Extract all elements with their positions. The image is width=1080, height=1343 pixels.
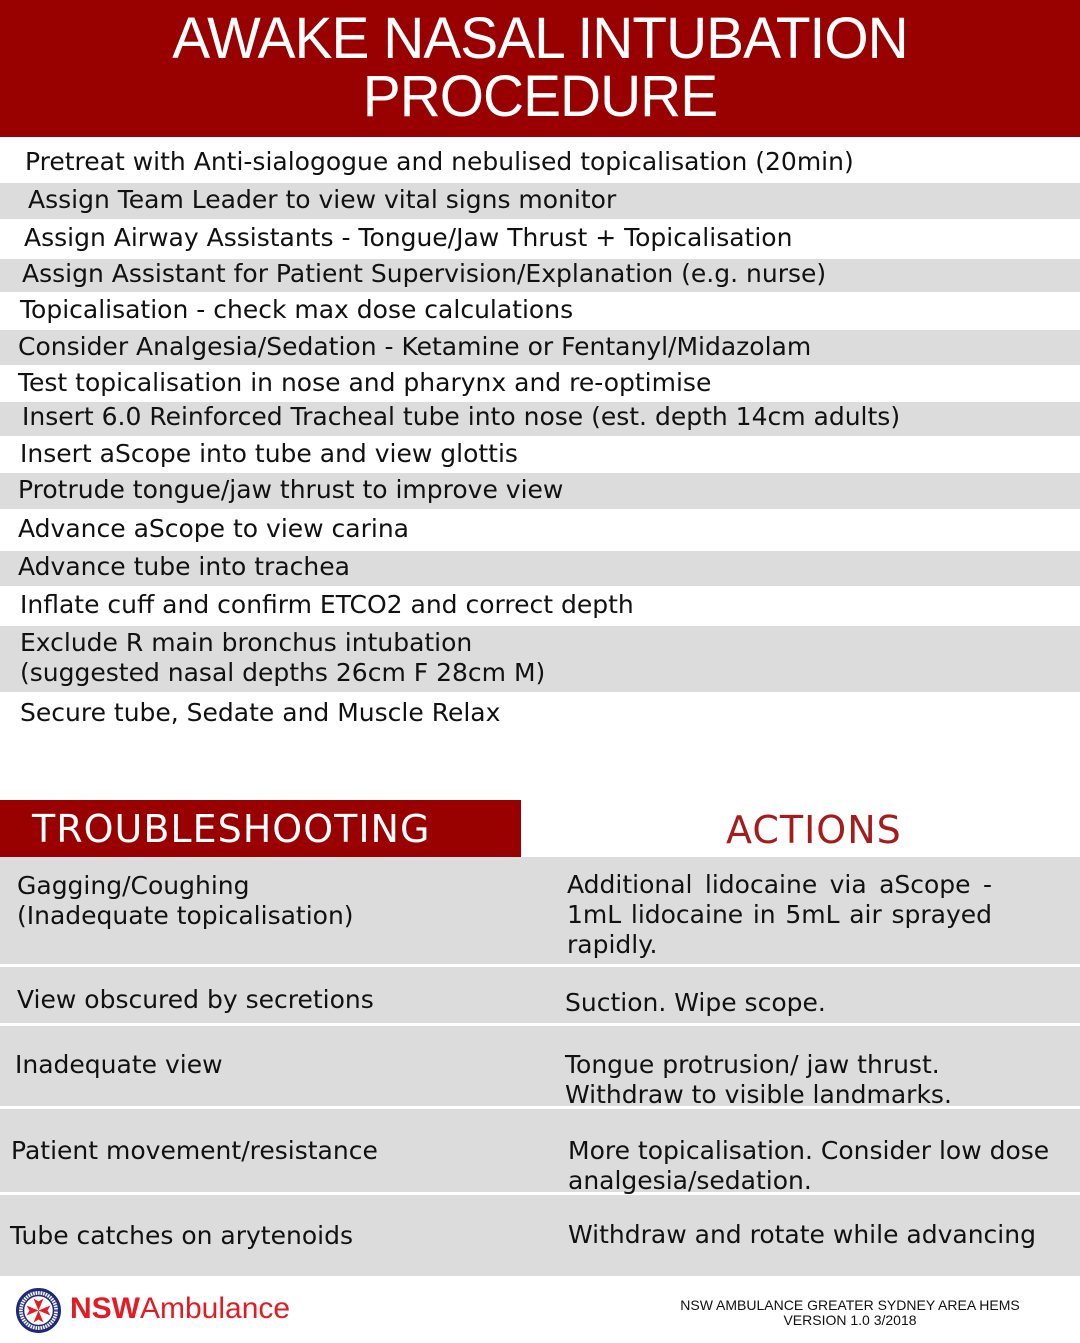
procedure-step [0, 330, 1080, 365]
actions-heading [521, 800, 1080, 857]
procedure-step [0, 259, 1080, 292]
problem-cell: Tube catches on arytenoids [10, 1221, 353, 1250]
step-text: Advance tube into trachea [18, 552, 350, 581]
troubleshooting-row [0, 1109, 1080, 1195]
step-text: Assign Team Leader to view vital signs monitor [28, 185, 617, 214]
procedure-step [0, 292, 1080, 330]
procedure-step [0, 365, 1080, 402]
action-cell: Additional lidocaine via aScope - 1mL lidocaine in 5mL air sprayed rapidly. [567, 870, 992, 959]
step-text: Exclude R main bronchus intubation (suggested nasal depths 26cm F 28cm M) [20, 628, 546, 687]
step-text: Assign Airway Assistants - Tongue/Jaw Thrust + Topicalisation [24, 223, 793, 252]
procedure-step [0, 402, 1080, 436]
step-text: Insert aScope into tube and view glottis [20, 439, 518, 468]
brand-bold: NSW [70, 1292, 140, 1325]
procedure-step [0, 436, 1080, 473]
procedure-step [0, 509, 1080, 551]
title-banner [0, 0, 1080, 137]
actions-heading-text: ACTIONS [726, 808, 902, 852]
action-cell: Tongue protrusion/ jaw thrust. Withdraw to visible landmarks. [565, 1050, 952, 1109]
step-text: Test topicalisation in nose and pharynx and re-optimise [18, 368, 712, 397]
procedure-step [0, 183, 1080, 219]
problem-cell: Gagging/Coughing (Inadequate topicalisation) [17, 871, 354, 930]
step-text: Advance aScope to view carina [18, 514, 410, 543]
troubleshooting-row [0, 1195, 1080, 1276]
step-text: Insert 6.0 Reinforced Tracheal tube into nose (est. depth 14cm adults) [22, 402, 901, 431]
problem-cell: Patient movement/resistance [11, 1136, 378, 1165]
brand-wordmark [70, 1292, 290, 1326]
problem-cell: Inadequate view [15, 1050, 223, 1079]
troubleshooting-row [0, 857, 1080, 967]
procedure-step [0, 473, 1080, 509]
procedure-step [0, 219, 1080, 259]
procedure-step [0, 586, 1080, 626]
step-text: Pretreat with Anti-sialogogue and nebulised topicalisation (20min) [25, 147, 854, 176]
procedure-step [0, 145, 1080, 183]
footer-credits [620, 1298, 1080, 1328]
nsw-ambulance-logo-icon [16, 1288, 61, 1333]
troubleshooting-table [0, 857, 1080, 1276]
step-text: Assign Assistant for Patient Supervision/Explanation (e.g. nurse) [22, 259, 827, 288]
brand-rest: Ambulance [140, 1292, 291, 1325]
action-cell: More topicalisation. Consider low dose analgesia/sedation. [568, 1136, 1050, 1195]
step-text: Secure tube, Sedate and Muscle Relax [20, 698, 501, 727]
version-line: VERSION 1.0 3/2018 [783, 1312, 917, 1328]
procedure-step [0, 692, 1080, 736]
procedure-step [0, 626, 1080, 692]
step-text: Inflate cuff and confirm ETCO2 and correct depth [20, 590, 634, 619]
troubleshooting-row [0, 1026, 1080, 1109]
troubleshooting-heading-text: TROUBLESHOOTING [32, 807, 431, 851]
step-text: Consider Analgesia/Sedation - Ketamine or Fentanyl/Midazolam [18, 332, 812, 361]
troubleshooting-row [0, 967, 1080, 1026]
action-cell: Suction. Wipe scope. [565, 988, 826, 1017]
page-title-line-2: PROCEDURE [362, 64, 718, 129]
procedure-step [0, 551, 1080, 586]
org-line: NSW AMBULANCE GREATER SYDNEY AREA HEMS [680, 1297, 1020, 1313]
action-cell: Withdraw and rotate while advancing [568, 1220, 1036, 1249]
step-text: Protrude tongue/jaw thrust to improve view [18, 475, 564, 504]
step-text: Topicalisation - check max dose calculations [20, 295, 574, 324]
troubleshooting-heading [0, 800, 521, 857]
page-title-line-1: AWAKE NASAL INTUBATION [172, 6, 908, 71]
problem-cell: View obscured by secretions [17, 985, 374, 1014]
